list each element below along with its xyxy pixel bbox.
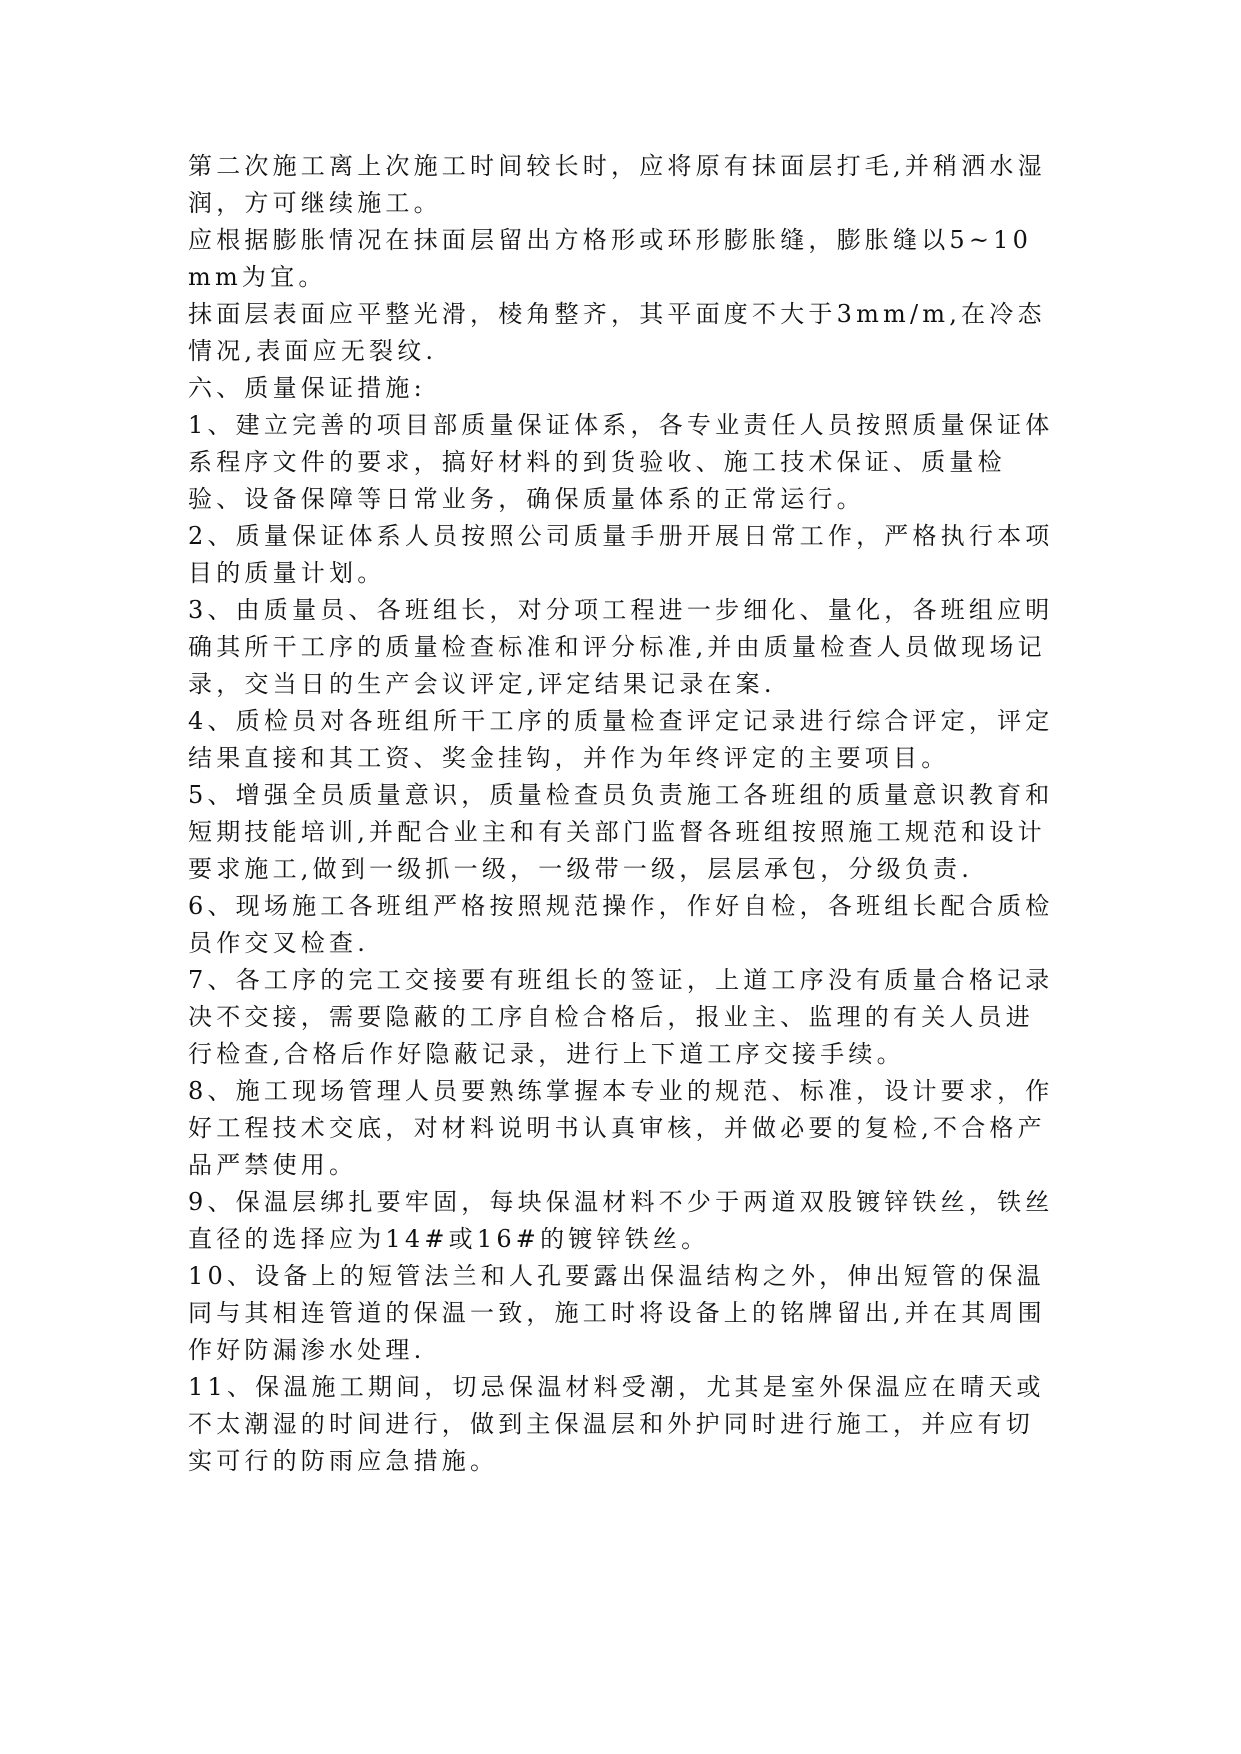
paragraph-item-8: 8、施工现场管理人员要熟练掌握本专业的规范、标准，设计要求，作好工程技术交底，对材料说明书认真审核，并做必要的复检,不合格产品严禁使用。 [188,1077,1054,1179]
paragraph-item-6: 6、现场施工各班组严格按照规范操作，作好自检，各班组长配合质检员作交叉检查. [188,892,1054,957]
paragraph-item-10: 10、设备上的短管法兰和人孔要露出保温结构之外，伸出短管的保温同与其相连管道的保温一致，施工时将设备上的铭牌留出,并在其周围作好防漏渗水处理. [188,1262,1046,1364]
paragraph-item-9: 9、保温层绑扎要牢固，每块保温材料不少于两道双股镀锌铁丝，铁丝直径的选择应为14#或16#的镀锌铁丝。 [188,1188,1054,1253]
section-heading-quality-assurance: 六、质量保证措施: [188,374,426,402]
paragraph-resume-construction: 第二次施工离上次施工时间较长时，应将原有抹面层打毛,并稍洒水湿润，方可继续施工。 [188,152,1046,217]
paragraph-item-1: 1、建立完善的项目部质量保证体系，各专业责任人员按照质量保证体系程序文件的要求，搞好材料的到货验收、施工技术保证、质量检验、设备保障等日常业务，确保质量体系的正常运行。 [188,411,1054,513]
paragraph-item-3: 3、由质量员、各班组长，对分项工程进一步细化、量化，各班组应明确其所干工序的质量检查标准和评分标准,并由质量检查人员做现场记录，交当日的生产会议评定,评定结果记录在案. [188,596,1054,698]
paragraph-item-2: 2、质量保证体系人员按照公司质量手册开展日常工作，严格执行本项目的质量计划。 [188,522,1054,587]
paragraph-item-11: 11、保温施工期间，切忌保温材料受潮，尤其是室外保温应在晴天或不太潮湿的时间进行，做到主保温层和外护同时进行施工，并应有切实可行的防雨应急措施。 [188,1373,1045,1475]
paragraph-surface-flatness: 抹面层表面应平整光滑，棱角整齐，其平面度不大于3mm/m,在冷态情况,表面应无裂纹. [188,300,1046,365]
paragraph-expansion-joints: 应根据膨胀情况在抹面层留出方格形或环形膨胀缝，膨胀缝以5~10mm为宜。 [188,226,1033,291]
paragraph-item-5: 5、增强全员质量意识，质量检查员负责施工各班组的质量意识教育和短期技能培训,并配合业主和有关部门监督各班组按照施工规范和设计要求施工,做到一级抓一级，一级带一级，层层承包，分级负责. [188,781,1054,883]
paragraph-item-4: 4、质检员对各班组所干工序的质量检查评定记录进行综合评定，评定结果直接和其工资、奖金挂钩，并作为年终评定的主要项目。 [188,707,1054,772]
paragraph-item-7: 7、各工序的完工交接要有班组长的签证，上道工序没有质量合格记录决不交接，需要隐蔽的工序自检合格后，报业主、监理的有关人员进行检查,合格后作好隐蔽记录，进行上下道工序交接手续。 [188,966,1054,1068]
document-page [188,148,1058,1480]
